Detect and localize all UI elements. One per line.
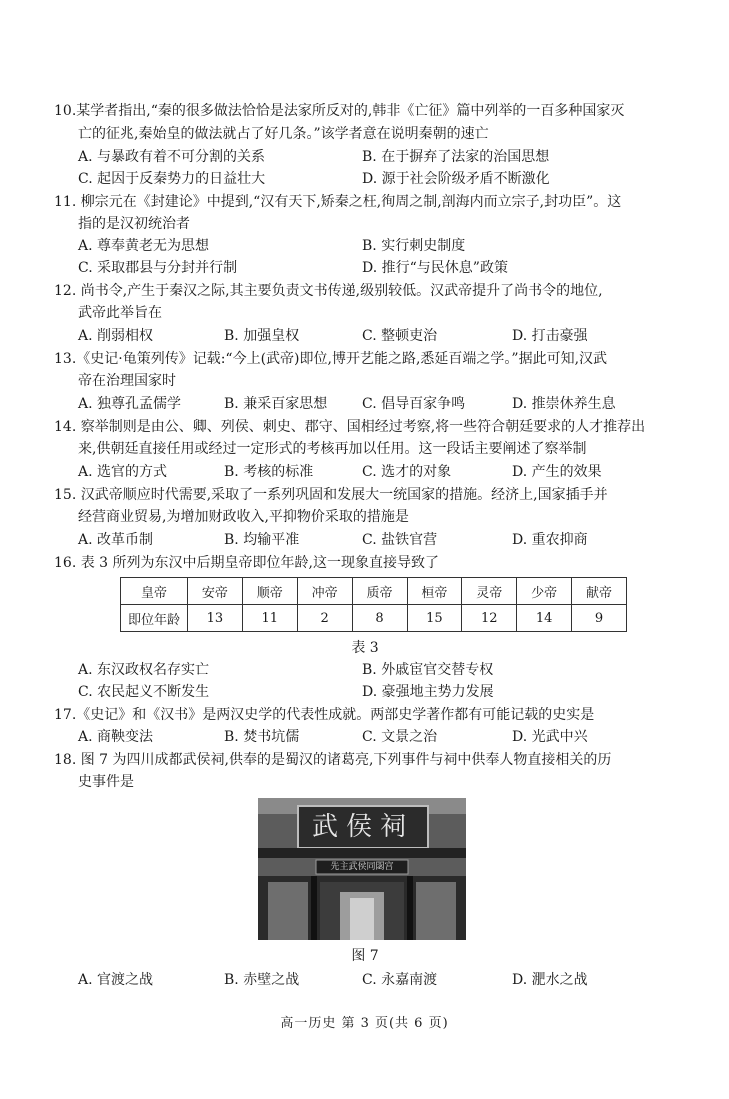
age-cell: 12: [462, 605, 517, 632]
table-row-header: 皇帝: [121, 578, 188, 605]
q17-option-b: B. 焚书坑儒: [224, 729, 300, 745]
table-row-emperors: [121, 578, 627, 605]
emperor-cell: 顺帝: [242, 578, 297, 605]
q10-option-a: A. 与暴政有着不可分割的关系: [78, 149, 266, 165]
q18-option-d: D. 淝水之战: [512, 972, 588, 988]
emperor-cell: 质帝: [352, 578, 407, 605]
q11-option-d: D. 推行“与民休息”政策: [362, 260, 508, 276]
emperor-cell: 少帝: [517, 578, 572, 605]
q14-line-2: 来,供朝廷直接任用或经过一定形式的考核再加以任用。这一段话主要阐述了察举制: [78, 441, 587, 457]
table-row-ages: [121, 605, 627, 632]
q12-option-b: B. 加强皇权: [224, 328, 300, 344]
emperor-cell: 冲帝: [297, 578, 352, 605]
q13-option-a: A. 独尊孔孟儒学: [78, 396, 182, 412]
q15-line-1: 15. 汉武帝顺应时代需要,采取了一系列巩固和发展大一统国家的措施。经济上,国家插手并: [54, 487, 608, 503]
q14-option-a: A. 选官的方式: [78, 464, 168, 480]
q13-option-d: D. 推崇休养生息: [512, 396, 616, 412]
q16-line-1: 16. 表 3 所列为东汉中后期皇帝即位年龄,这一现象直接导致了: [54, 555, 439, 571]
q16-option-a: A. 东汉政权名存实亡: [78, 662, 210, 678]
q16-option-b: B. 外戚宦官交替专权: [362, 662, 494, 678]
q13-line-2: 帝在治理国家时: [78, 373, 176, 389]
q14-option-c: C. 选才的对象: [362, 464, 452, 480]
q15-option-c: C. 盐铁官营: [362, 532, 438, 548]
figure-caption: 图 7: [351, 948, 379, 964]
age-cell: 11: [242, 605, 297, 632]
q15-option-a: A. 改革币制: [78, 532, 154, 548]
figure-7-photo: [258, 798, 466, 940]
q12-option-c: C. 整顿吏治: [362, 328, 438, 344]
age-cell: 9: [572, 605, 627, 632]
table-row-header: 即位年龄: [121, 605, 188, 632]
sign-small-text: 先主武侯同閟宫: [330, 862, 394, 872]
q10-option-b: B. 在于摒弃了法家的治国思想: [362, 149, 550, 165]
q16-option-d: D. 豪强地主势力发展: [362, 684, 494, 700]
q12-line-2: 武帝此举旨在: [78, 305, 162, 321]
q18-option-c: C. 永嘉南渡: [362, 972, 438, 988]
q11-line-2: 指的是汉初统治者: [78, 216, 190, 232]
q13-option-c: C. 倡导百家争鸣: [362, 396, 466, 412]
q10-line-2: 亡的征兆,秦始皇的做法就占了好几条。”该学者意在说明秦朝的速亡: [78, 126, 489, 142]
age-cell: 2: [297, 605, 352, 632]
q11-line-1: 11. 柳宗元在《封建论》中提到,“汉有天下,矫秦之枉,徇周之制,剖海内而立宗子,封功臣”。这: [54, 194, 622, 210]
q17-line-1: 17.《史记》和《汉书》是两汉史学的代表性成就。两部史学著作都有可能记载的史实是: [54, 707, 595, 723]
q13-option-b: B. 兼采百家思想: [224, 396, 328, 412]
q17-option-d: D. 光武中兴: [512, 729, 588, 745]
q17-option-a: A. 商鞅变法: [78, 729, 154, 745]
q14-line-1: 14. 察举制则是由公、卿、列侯、刺史、郡守、国相经过考察,将一些符合朝廷要求的人才推荐出: [54, 419, 646, 435]
q10-option-d: D. 源于社会阶级矛盾不断激化: [362, 171, 550, 187]
age-cell: 15: [407, 605, 462, 632]
q14-option-b: B. 考核的标准: [224, 464, 314, 480]
q15-option-d: D. 重农抑商: [512, 532, 588, 548]
page-footer: 高一历史 第 3 页(共 6 页): [280, 1016, 449, 1031]
q11-option-c: C. 采取郡县与分封并行制: [78, 260, 238, 276]
q15-line-2: 经营商业贸易,为增加财政收入,平抑物价采取的措施是: [78, 509, 409, 525]
q12-option-a: A. 削弱相权: [78, 328, 154, 344]
emperor-cell: 献帝: [572, 578, 627, 605]
q10-option-c: C. 起因于反秦势力的日益壮大: [78, 171, 266, 187]
age-cell: 13: [188, 605, 243, 632]
q18-line-2: 史事件是: [78, 774, 134, 790]
emperor-cell: 灵帝: [462, 578, 517, 605]
q15-option-b: B. 均输平准: [224, 532, 300, 548]
emperor-cell: 安帝: [188, 578, 243, 605]
emperor-cell: 桓帝: [407, 578, 462, 605]
q12-option-d: D. 打击豪强: [512, 328, 588, 344]
q11-option-a: A. 尊奉黄老无为思想: [78, 238, 210, 254]
q18-option-b: B. 赤壁之战: [224, 972, 300, 988]
table-caption: 表 3: [351, 640, 379, 656]
age-cell: 8: [352, 605, 407, 632]
q12-line-1: 12. 尚书令,产生于秦汉之际,其主要负责文书传递,级别较低。汉武帝提升了尚书令的地位,: [54, 283, 603, 299]
q17-option-c: C. 文景之治: [362, 729, 438, 745]
q18-line-1: 18. 图 7 为四川成都武侯祠,供奉的是蜀汉的诸葛亮,下列事件与祠中供奉人物直接相关的历: [54, 752, 612, 768]
q14-option-d: D. 产生的效果: [512, 464, 602, 480]
table-3: [120, 577, 627, 632]
q11-option-b: B. 实行刺史制度: [362, 238, 466, 254]
q13-line-1: 13.《史记·龟策列传》记载:“今上(武帝)即位,博开艺能之路,悉延百端之学。”据此可知,汉武: [54, 351, 608, 367]
q18-option-a: A. 官渡之战: [78, 972, 154, 988]
age-cell: 14: [517, 605, 572, 632]
q16-option-c: C. 农民起义不断发生: [78, 684, 210, 700]
sign-main-text: 武侯祠: [311, 812, 414, 842]
q10-line-1: 10.某学者指出,“秦的很多做法恰恰是法家所反对的,韩非《亡征》篇中列举的一百多种国家灭: [54, 103, 625, 119]
